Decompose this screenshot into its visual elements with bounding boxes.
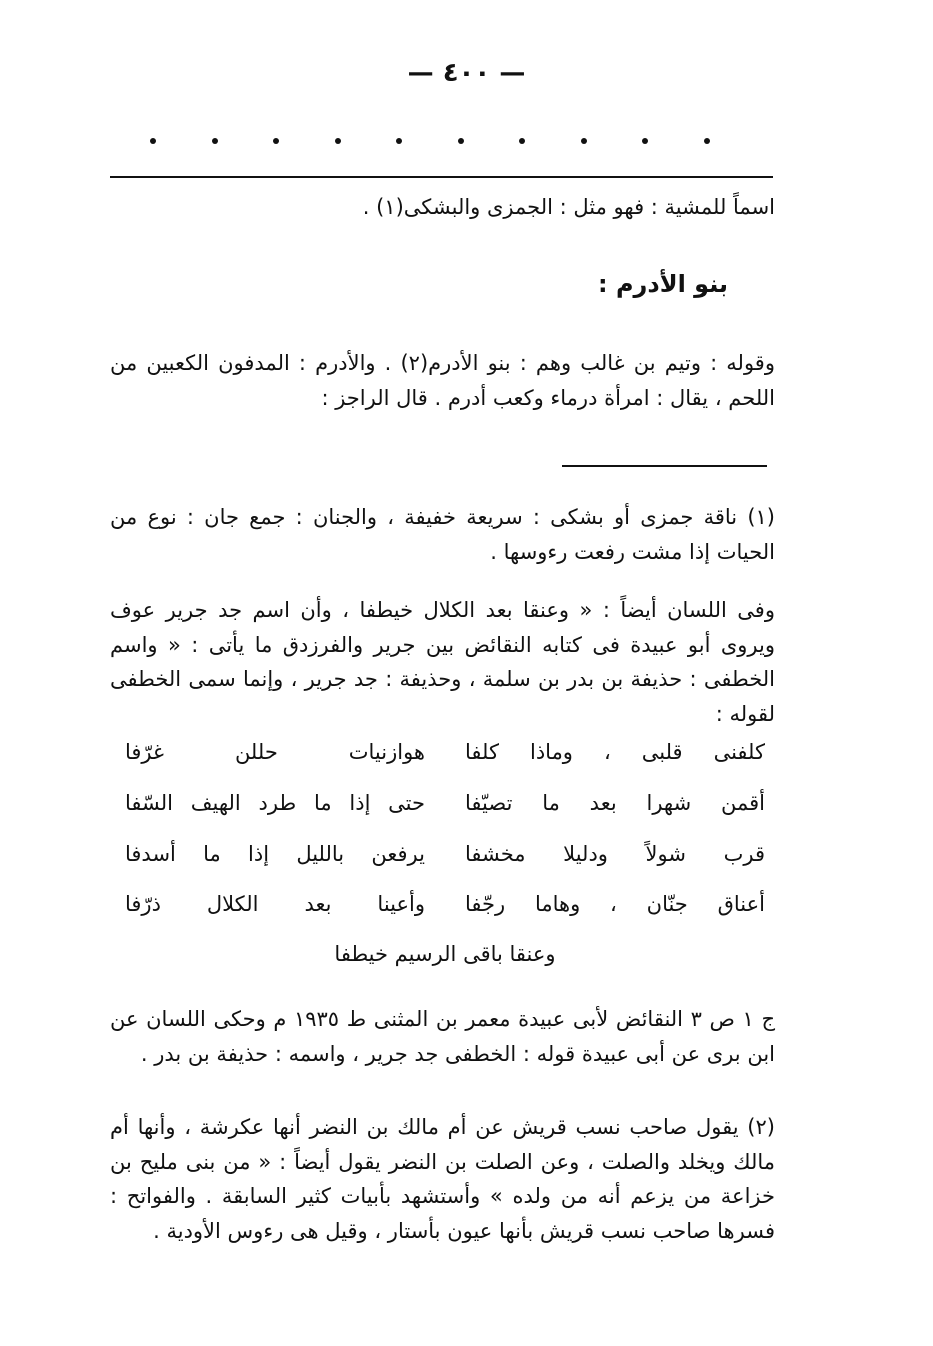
- dot: [150, 138, 156, 144]
- verse-hemistich-right: أقمن شهرا بعد ما تصيّفا: [465, 791, 765, 815]
- verse-hemistich-left: وأعينا بعد الكلال ذرّفا: [125, 892, 425, 916]
- verse-line: [125, 791, 765, 841]
- dot: [519, 138, 525, 144]
- verse-hemistich-right: أعناق جنّان ، وهاما رجّفا: [465, 892, 765, 916]
- intro-line: اسماً للمشية : فهو مثل : الجمزى والبشكى(١) .: [362, 195, 775, 219]
- dot: [396, 138, 402, 144]
- dot: [581, 138, 587, 144]
- dot: [642, 138, 648, 144]
- page-number: — ٤٠٠ —: [407, 58, 526, 88]
- footnote-1-source: ج ١ ص ٣ النقائض لأبى عبيدة معمر بن المثنى ط ١٩٣٥ م وحكى اللسان عن ابن برى عن أبى عبيدة قوله : الخطفى جد جرير ، واسمه : حذيفة بن بدر .: [110, 1007, 775, 1066]
- dot: [704, 138, 710, 144]
- footnote-2: (٢) يقول صاحب نسب قريش عن أم مالك بن النضر أنها عكرشة ، وأنها أم مالك ويخلد والصلت ، وعن الصلت بن النضر يقول أيضاً : « من بنى مليح بن خزاعة من يزعم أنه من ولده » وأستشهد بأبيات كثير السابقة . والفواتح : فسرها صاحب نسب قريش بأنها عيون بأستار ، وقيل هى رءوس الأودية .: [110, 1115, 775, 1243]
- verse-hemistich-left: هوازنيات حللن غرّفا: [125, 740, 425, 764]
- header-divider: [110, 176, 773, 178]
- verse-hemistich-right: كلفنى قلبى ، وماذا كلفا: [465, 740, 765, 764]
- dot: [335, 138, 341, 144]
- verse-line: [125, 842, 765, 892]
- verse-hemistich-left: حتى إذا ما طرد الهيف السّفا: [125, 791, 425, 815]
- section-heading: بنو الأدرم :: [598, 270, 728, 298]
- footnote-1-lisan: وفى اللسان أيضاً : « وعنقا بعد الكلال خيطفا ، وأن اسم جد جرير عوف ويروى أبو عبيدة فى كتابه النقائض بين جرير والفرزدق ما يأتى : « واسم الخطفى : حذيفة بن بدر بن سلمة ، وحذيفة : جد جرير ، وإنما سمى الخطفى لقوله :: [110, 598, 775, 726]
- verse-line: [125, 892, 765, 942]
- dot: [458, 138, 464, 144]
- ornament-dots: [150, 138, 710, 144]
- dot: [212, 138, 218, 144]
- section-paragraph: وقوله : وتيم بن غالب وهم : بنو الأدرم(٢) . والأدرم : المدفون الكعبين من اللحم ، يقال : امرأة درماء وكعب أدرم . قال الراجز :: [110, 351, 775, 410]
- dot: [273, 138, 279, 144]
- footnote-1: (١) ناقة جمزى أو بشكى : سريعة خفيفة ، والجنان : جمع جان : نوع من الحيات إذا مشت رفعت رءوسها .: [110, 505, 775, 564]
- verse-line: [125, 740, 765, 790]
- footnote-divider: [562, 465, 767, 467]
- verse-final-line: وعنقا باقى الرسيم خيطفا: [334, 942, 556, 966]
- verse-hemistich-right: قرب شولاً ودليلا مخشفا: [465, 842, 765, 866]
- verse-hemistich-left: يرفعن بالليل إذا ما أسدفا: [125, 842, 425, 866]
